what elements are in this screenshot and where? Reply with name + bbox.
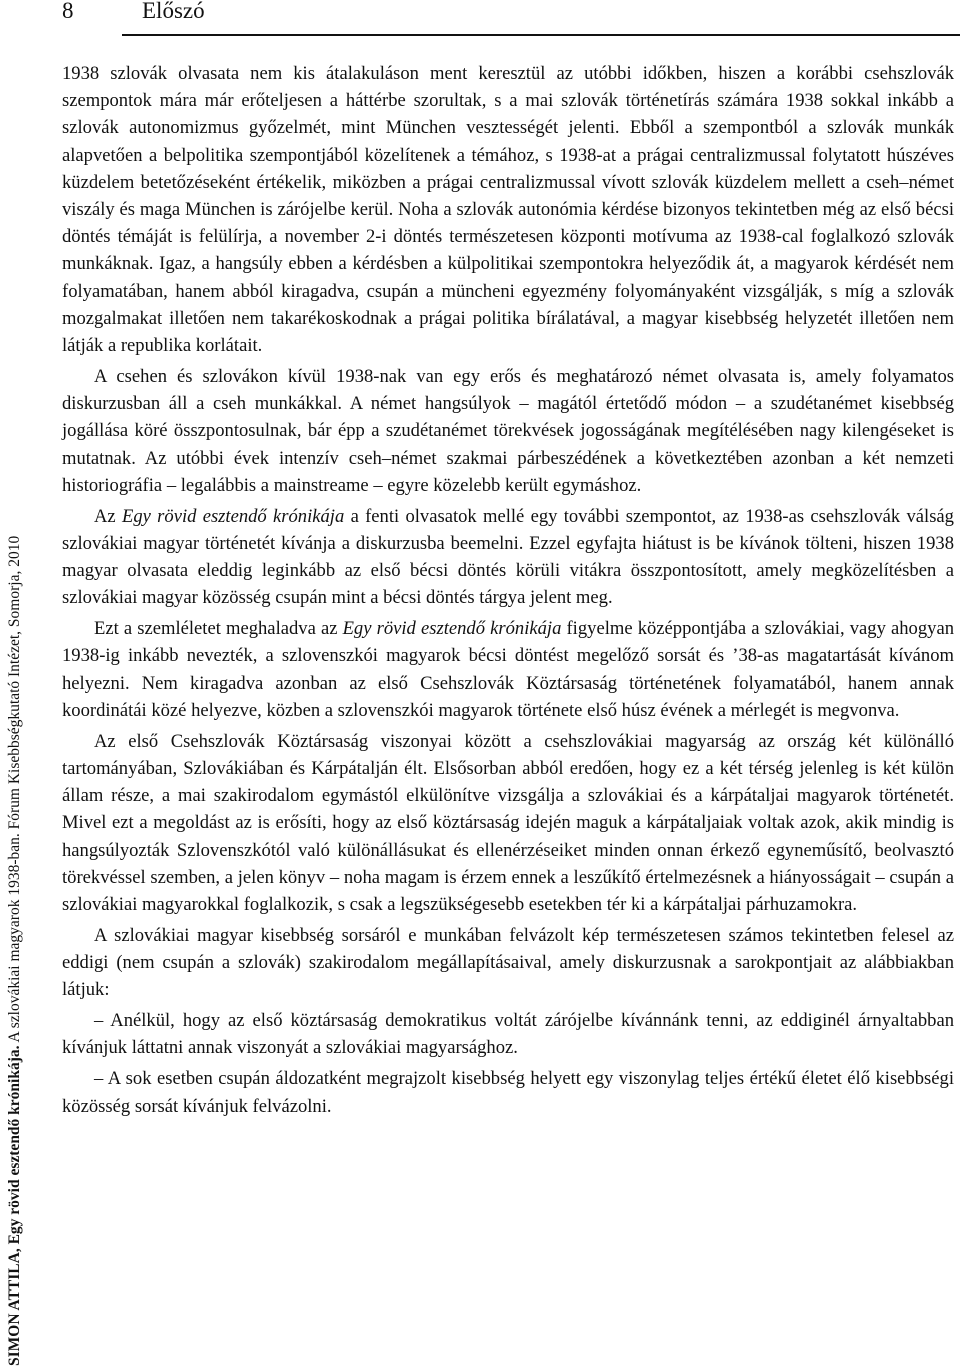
header-rule [122,34,960,36]
paragraph-1: 1938 szlovák olvasata nem kis átalakuláson ment keresztül az utóbbi időkben, hiszen a korábbi csehszlovák szempontok mára már erőteljesen a háttérbe szorultak, s a mai szlovák történetírás számára 1938 sokkal inkább a szlovák autonomizmus győzelmét, mint München vesztességét jelenti. Ebből a szempontból a szlovák munkák alapvetően a belpolitika szempontjából közelítenek a témához, s 1938-at a prágai centralizmussal folytatott húszéves küzdelem betetőzéseként értékelik, miközben a prágai centralizmussal vívott szlovák küzdelem mellett a cseh–német viszály és maga München is zárójelbe kerül. Noha a szlovák autonómia kérdése bizonyos tekintetben még az első bécsi döntés témáját is felülírja, a november 2-i döntés természetesen központi motívuma az 1938-cal foglalkozó szlovák munkáknak. Igaz, a hangsúly ebben a kérdésben a külpolitikai szempontokra helyeződik át, a magyarok kérdését nem folyamatában, hanem abból kiragadva, csupán a müncheni egyezmény folyományaként vizsgálják, s míg a szlovák mozgalmakat illetően nem takarékoskodnak a prágai politika bírálatával, a magyar kisebbség helyzetét illetően nem látják a republika korlátait. [62,63,954,357]
imprint-publisher: A szlovákiai magyarok 1938-ban. Fórum Kisebbségkutató Intézet, Somorja, 2010 [6,535,23,1046]
paragraph-4-lead: Ezt a szemléletet meghaladva az [94,618,343,640]
section-title: Előszó [142,0,205,23]
page-number: 8 [62,0,74,23]
page-header [62,0,960,40]
book-title-italic: Egy rövid esztendő krónikája [342,618,562,640]
vertical-imprint [3,0,27,1366]
paragraph-5: Az első Csehszlovák Köztársaság viszonyai között a csehszlovákiai magyarság az ország két különálló tartományában, Szlovákiában és Kárpátalján élt. Elsősorban abból eredően, hogy ez a két térség jelenleg is két külön állam része, a mai szakirodalom egymástól elkülönítve vizsgálja a szlovákiai és a kárpátaljai magyarok történetét. Mivel ezt a megoldást az is erősíti, hogy az első köztársaság idején maguk a kárpátaljaiak voltak azok, akik mindig is hangsúlyozták Szlovenszkótól való különállásukat és ellenérzéseiket minden onnan érkező egyneműsítő, beolvasztó törekvéssel szemben, a jelen könyv – noha magam is érzem ennek a leszűkítő értelmezésnek a hiányosságait – csupán a szlovákiai magyarokkal foglalkozik, s csak a legszükségesebb esetekben tér ki a kárpátaljai párhuzamokra. [62,730,954,915]
imprint-author-title: SIMON ATTILA, Egy rövid esztendő krónikája. [6,1045,23,1366]
list-item-1: – Anélkül, hogy az első köztársaság demokratikus voltát zárójelbe kívánnánk tenni, az eddiginél árnyaltabban kívánjuk láttatni annak viszonyát a szlovákiai magyarsághoz. [62,1010,954,1059]
body-text [62,60,954,1123]
paragraph-2: A csehen és szlovákon kívül 1938-nak van egy erős és meghatározó német olvasata is, amely folyamatos diskurzusban áll a cseh munkákkal. A német hangsúlyok – magától értetődő módon – a szudétanémet kisebbség jogállása köré összpontosulnak, bár épp a szudétanémet törekvések jogosságának megítélésében nagy kilengéseket is mutatnak. Az utóbbi évek intenzív cseh–német szakmai párbeszédének a következtében azonban a két nemzeti historiográfia – legalábbis a mainstreame – egyre közelebb került egymáshoz. [62,365,954,496]
paragraph-3-lead: Az [94,505,122,527]
book-title-italic: Egy rövid esztendő krónikája [121,505,345,527]
list-item-2: – A sok esetben csupán áldozatként megrajzolt kisebbség helyett egy viszonylag teljes értékű életet élő kisebbségi közösség sorsát kívánjuk felvázolni. [62,1068,954,1117]
paragraph-3 [62,503,954,612]
paragraph-6: A szlovákiai magyar kisebbség sorsáról e munkában felvázolt kép természetesen számos tekintetben felesel az eddigi (nem csupán a szlovák) szakirodalom megállapításaival, amely diskurzusnak a sarokpontjait az alábbiakban látjuk: [62,924,954,1001]
paragraph-4 [62,615,954,724]
paragraph-3-rest: a fenti olvasatok mellé egy további szempontot, az 1938-as csehszlovák válság szlovákiai magyar történetét kívánja a diskurzusba beemelni. Ezzel egyfajta hiátust is be kívánok tölteni, hiszen 1938 magyar olvasata eleddig leginkább az első bécsi döntés körüli vitákra összpontosított, amely megközelítésben a szlovákiai magyar közösség csupán mint a bécsi döntés tárgya jelent meg. [62,505,954,609]
paragraph-4-rest: figyelme középpontjába a szlovákiai, vagy ahogyan 1938-ig inkább nevezték, a szlovenszkói magyarok bécsi döntést megelőző sorsát és ’38-as magatartását kívánom helyezni. Nem kiragadva azonban az első Csehszlovák Köztársaság történetének folyamatából, hanem annak koordinátái közé helyezve, közben a szlovenszkói magyarok története első húsz évének a mérlegét is megvonva. [62,618,954,721]
